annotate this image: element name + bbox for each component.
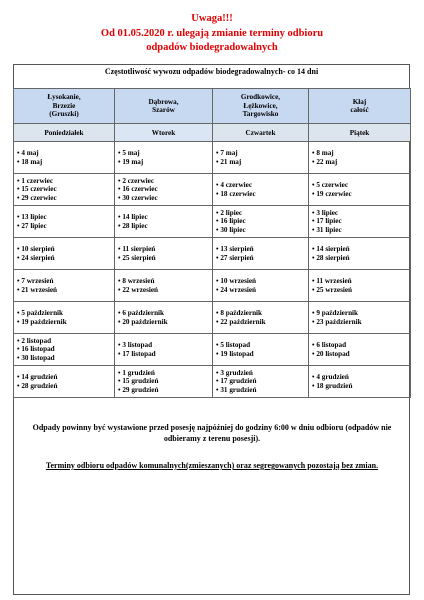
collection-date: • 29 czerwiec xyxy=(17,194,111,203)
schedule-cell xyxy=(309,142,411,174)
collection-date: • 5 czerwiec xyxy=(312,181,407,190)
notice-line-2: Od 01.05.2020 r. ulegają zmianie terminy odbioru xyxy=(100,27,324,39)
collection-date: • 17 listopad xyxy=(118,350,209,359)
collection-dates xyxy=(312,181,407,198)
collection-dates xyxy=(17,373,111,390)
areas-row xyxy=(14,89,411,124)
collection-dates xyxy=(118,369,209,395)
collection-date: • 4 maj xyxy=(17,149,111,158)
collection-dates xyxy=(312,373,407,390)
unchanged-schedules-note: Terminy odbioru odpadów komunalnych(zmieszanych) oraz segregowanych pozostają bez zmian. xyxy=(45,461,379,470)
schedule-cell xyxy=(14,334,115,366)
collection-dates xyxy=(312,245,407,262)
collection-date: • 28 sierpień xyxy=(312,254,407,263)
collection-date: • 24 wrzesień xyxy=(216,286,305,295)
collection-date: • 5 maj xyxy=(118,149,209,158)
collection-dates xyxy=(17,277,111,294)
schedule-cell xyxy=(14,206,115,238)
collection-date: • 14 sierpień xyxy=(312,245,407,254)
collection-frequency: Częstotliwość wywozu odpadów biodegradowalnych- co 14 dni xyxy=(104,67,319,76)
collection-date: • 1 grudzień xyxy=(118,369,209,378)
collection-date: • 25 wrzesień xyxy=(312,286,407,295)
collection-dates xyxy=(216,149,305,166)
schedule-row xyxy=(14,142,411,174)
schedule-cell xyxy=(213,238,309,270)
collection-date: • 15 czerwiec xyxy=(17,185,111,194)
schedule-cell xyxy=(115,206,213,238)
collection-date: • 18 grudzień xyxy=(312,382,407,391)
schedule-cell xyxy=(115,174,213,206)
collection-date: • 22 wrzesień xyxy=(118,286,209,295)
schedule-cell xyxy=(115,238,213,270)
weekday-header: Poniedziałek xyxy=(14,124,115,142)
schedule-cell xyxy=(309,302,411,334)
collection-dates xyxy=(118,149,209,166)
collection-date: • 17 lipiec xyxy=(312,217,407,226)
collection-date: • 8 maj xyxy=(312,149,407,158)
notice-title: Uwaga!!! xyxy=(191,13,233,24)
collection-note: Odpady powinny być wystawione przed posesję najpóźniej do godziny 6:00 w dniu odbioru (odpadów nie odbieramy z terenu posesji). xyxy=(32,423,392,443)
collection-dates xyxy=(118,245,209,262)
collection-date: • 4 grudzień xyxy=(312,373,407,382)
schedule-cell xyxy=(115,366,213,398)
schedule-row xyxy=(14,238,411,270)
area-header: Dąbrowa, Szarów xyxy=(115,89,213,124)
collection-date: • 9 październik xyxy=(312,309,407,318)
collection-date: • 11 sierpień xyxy=(118,245,209,254)
collection-date: • 2 lipiec xyxy=(216,209,305,218)
schedule-cell xyxy=(309,206,411,238)
collection-date: • 31 grudzień xyxy=(216,386,305,395)
collection-dates xyxy=(216,341,305,358)
schedule-cell xyxy=(213,174,309,206)
schedule-row xyxy=(14,206,411,238)
collection-date: • 1 czerwiec xyxy=(17,177,111,186)
notice-header xyxy=(0,12,424,56)
schedule-cell xyxy=(213,302,309,334)
collection-date: • 11 wrzesień xyxy=(312,277,407,286)
schedule-cell xyxy=(309,238,411,270)
schedule-row xyxy=(14,334,411,366)
collection-dates xyxy=(118,177,209,203)
collection-date: • 4 czerwiec xyxy=(216,181,305,190)
collection-date: • 22 maj xyxy=(312,158,407,167)
collection-dates xyxy=(118,309,209,326)
collection-date: • 21 wrzesień xyxy=(17,286,111,295)
collection-dates xyxy=(216,181,305,198)
schedule-cell xyxy=(115,142,213,174)
collection-date: • 10 sierpień xyxy=(17,245,111,254)
collection-dates xyxy=(17,213,111,230)
collection-date: • 16 listopad xyxy=(17,345,111,354)
collection-dates xyxy=(312,341,407,358)
schedule-cell xyxy=(115,302,213,334)
schedule-cell xyxy=(14,142,115,174)
collection-dates xyxy=(216,369,305,395)
collection-dates xyxy=(17,309,111,326)
collection-date: • 20 listopad xyxy=(312,350,407,359)
schedule-cell xyxy=(309,366,411,398)
collection-date: • 28 lipiec xyxy=(118,222,209,231)
collection-schedule-table xyxy=(13,88,411,398)
schedule-cell xyxy=(213,270,309,302)
collection-dates xyxy=(216,309,305,326)
area-header: Grodkowice, Łężkowice, Targowisko xyxy=(213,89,309,124)
collection-date: • 6 listopad xyxy=(312,341,407,350)
collection-date: • 19 czerwiec xyxy=(312,190,407,199)
collection-dates xyxy=(312,209,407,235)
collection-dates xyxy=(312,309,407,326)
collection-date: • 13 sierpień xyxy=(216,245,305,254)
collection-dates xyxy=(118,213,209,230)
schedule-row xyxy=(14,302,411,334)
collection-dates xyxy=(216,245,305,262)
schedule-cell xyxy=(213,334,309,366)
weekday-header: Czwartek xyxy=(213,124,309,142)
area-header: Łysokanie, Brzezie (Gruszki) xyxy=(14,89,115,124)
collection-date: • 19 listopad xyxy=(216,350,305,359)
collection-date: • 25 sierpień xyxy=(118,254,209,263)
collection-dates xyxy=(312,149,407,166)
collection-date: • 3 lipiec xyxy=(312,209,407,218)
collection-date: • 22 październik xyxy=(216,318,305,327)
schedule-cell xyxy=(115,334,213,366)
weekday-row xyxy=(14,124,411,142)
collection-date: • 18 czerwiec xyxy=(216,190,305,199)
collection-date: • 10 wrzesień xyxy=(216,277,305,286)
collection-date: • 2 czerwiec xyxy=(118,177,209,186)
collection-date: • 8 wrzesień xyxy=(118,277,209,286)
collection-date: • 2 listopad xyxy=(17,337,111,346)
collection-dates xyxy=(17,337,111,363)
collection-date: • 5 październik xyxy=(17,309,111,318)
schedule-row xyxy=(14,366,411,398)
schedule-cell xyxy=(14,302,115,334)
collection-date: • 15 grudzień xyxy=(118,377,209,386)
collection-date: • 3 grudzień xyxy=(216,369,305,378)
schedule-cell xyxy=(213,142,309,174)
collection-dates xyxy=(216,277,305,294)
schedule-cell xyxy=(309,270,411,302)
collection-date: • 28 grudzień xyxy=(17,382,111,391)
collection-date: • 8 październik xyxy=(216,309,305,318)
collection-dates xyxy=(17,177,111,203)
schedule-row xyxy=(14,270,411,302)
collection-date: • 21 maj xyxy=(216,158,305,167)
collection-dates xyxy=(312,277,407,294)
collection-date: • 30 czerwiec xyxy=(118,194,209,203)
collection-date: • 29 grudzień xyxy=(118,386,209,395)
schedule-cell xyxy=(213,366,309,398)
weekday-header: Wtorek xyxy=(115,124,213,142)
collection-date: • 3 listopad xyxy=(118,341,209,350)
collection-date: • 30 listopad xyxy=(17,354,111,363)
collection-date: • 19 maj xyxy=(118,158,209,167)
schedule-cell xyxy=(213,206,309,238)
schedule-row xyxy=(14,174,411,206)
collection-date: • 19 październik xyxy=(17,318,111,327)
schedule-cell xyxy=(115,270,213,302)
collection-dates xyxy=(118,277,209,294)
collection-date: • 18 maj xyxy=(17,158,111,167)
collection-dates xyxy=(118,341,209,358)
collection-date: • 27 sierpień xyxy=(216,254,305,263)
weekday-header: Piątek xyxy=(309,124,411,142)
collection-date: • 7 wrzesień xyxy=(17,277,111,286)
collection-date: • 14 lipiec xyxy=(118,213,209,222)
collection-dates xyxy=(17,149,111,166)
collection-date: • 7 maj xyxy=(216,149,305,158)
area-header: Kłaj całość xyxy=(309,89,411,124)
schedule-cell xyxy=(14,270,115,302)
collection-date: • 24 sierpień xyxy=(17,254,111,263)
collection-date: • 20 październik xyxy=(118,318,209,327)
collection-date: • 5 listopad xyxy=(216,341,305,350)
collection-date: • 16 czerwiec xyxy=(118,185,209,194)
collection-date: • 31 lipiec xyxy=(312,226,407,235)
collection-date: • 17 grudzień xyxy=(216,377,305,386)
collection-date: • 16 lipiec xyxy=(216,217,305,226)
notice-line-3: odpadów biodegradowalnych xyxy=(146,42,278,53)
collection-date: • 23 październik xyxy=(312,318,407,327)
collection-date: • 6 październik xyxy=(118,309,209,318)
collection-date: • 14 grudzień xyxy=(17,373,111,382)
schedule-cell xyxy=(14,174,115,206)
collection-dates xyxy=(17,245,111,262)
collection-date: • 13 lipiec xyxy=(17,213,111,222)
collection-date: • 30 lipiec xyxy=(216,226,305,235)
schedule-cell xyxy=(14,238,115,270)
collection-date: • 27 lipiec xyxy=(17,222,111,231)
schedule-cell xyxy=(309,174,411,206)
schedule-cell xyxy=(309,334,411,366)
schedule-cell xyxy=(14,366,115,398)
collection-dates xyxy=(216,209,305,235)
